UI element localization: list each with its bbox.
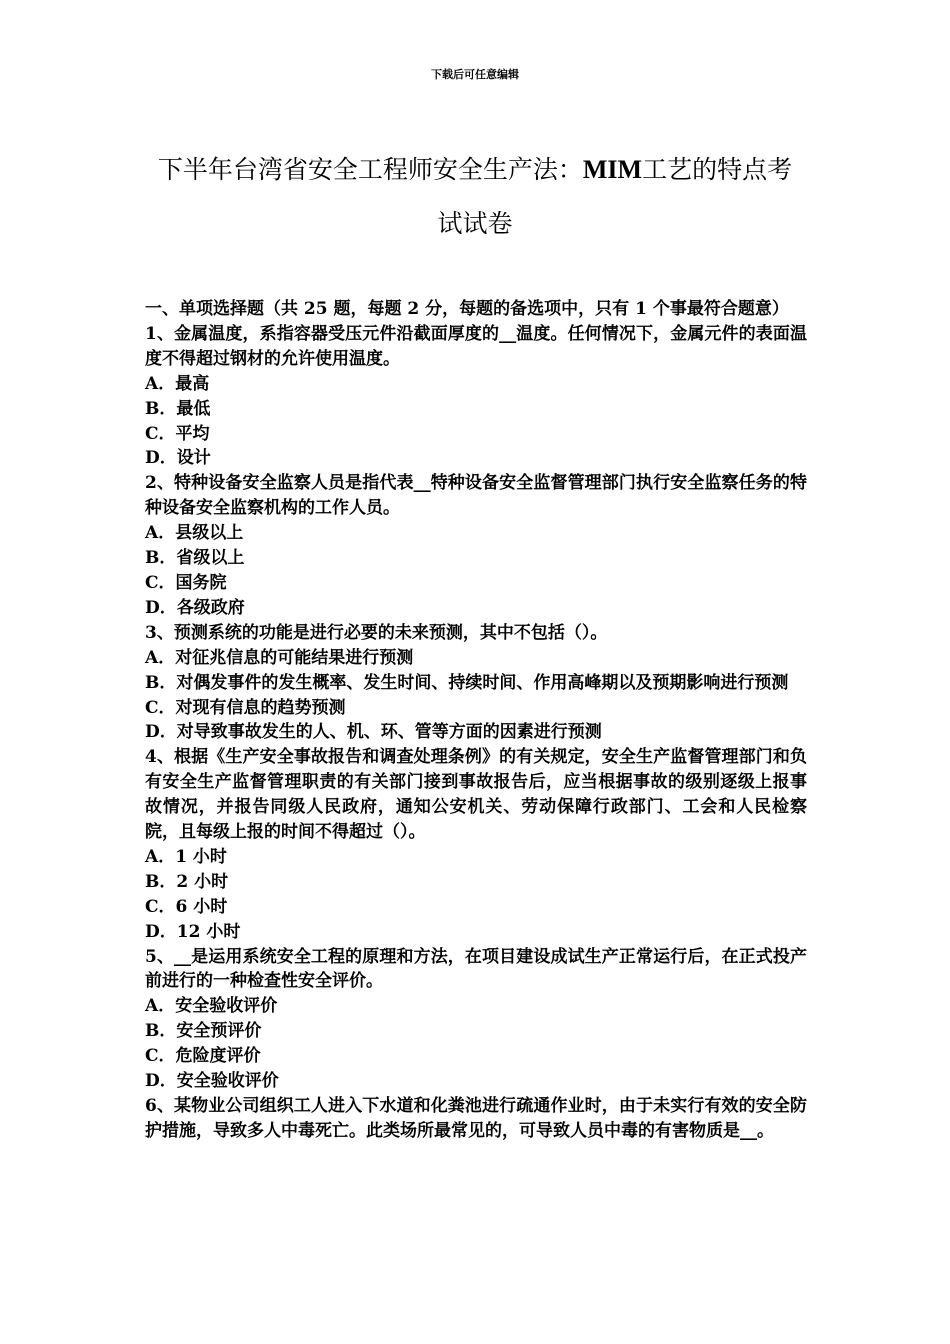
answer-option: A．最高: [145, 373, 210, 394]
answer-option: B．2 小时: [145, 871, 229, 892]
answer-option: C．对现有信息的趋势预测: [145, 697, 346, 718]
header-note: 下载后可任意编辑: [431, 68, 519, 81]
section-heading: 一、单项选择题（共 25 题，每题 2 分，每题的备选项中，只有 1 个事最符合题意）: [145, 299, 789, 319]
answer-option: C．危险度评价: [145, 1046, 261, 1067]
title-latin: MIM: [582, 155, 643, 184]
question-stem: 4、根据《生产安全事故报告和调查处理条例》的有关规定，安全生产监督管理部门和负有安全生产监督管理职责的有关部门接到事故报告后，应当根据事故的级别逐级上报事故情况，并报告同级人民政府，通知公安机关、劳动保障行政部门、工会和人民检察院，且每级上报的时间不得超过（）。: [145, 747, 807, 843]
answer-option: D．对导致事故发生的人、机、环、管等方面的因素进行预测: [145, 722, 602, 743]
answer-option: B．省级以上: [145, 548, 245, 569]
answer-option: C．6 小时: [145, 896, 228, 917]
answer-option: C．平均: [145, 423, 210, 444]
answer-option: A．对征兆信息的可能结果进行预测: [145, 647, 414, 668]
document-body: [145, 297, 807, 1144]
title-part-2: 工艺的特点考试试卷: [437, 155, 793, 238]
question-stem: 5、__是运用系统安全工程的原理和方法，在项目建设成试生产正常运行后，在正式投产前进行的一种检查性安全评价。: [145, 946, 807, 992]
answer-option: A．县级以上: [145, 523, 244, 544]
answer-option: A．安全验收评价: [145, 996, 278, 1017]
answer-option: B．对偶发事件的发生概率、发生时间、持续时间、作用高峰期以及预期影响进行预测: [145, 672, 789, 693]
answer-option: C．国务院: [145, 572, 227, 593]
title-part-1: 下半年台湾省安全工程师安全生产法：: [157, 155, 583, 184]
answer-option: B．安全预评价: [145, 1021, 262, 1042]
question-stem: 2、特种设备安全监察人员是指代表__特种设备安全监督管理部门执行安全监察任务的特种设备安全监察机构的工作人员。: [145, 473, 807, 519]
question-stem: 1、金属温度，系指容器受压元件沿截面厚度的__温度。任何情况下，金属元件的表面温度不得超过钢材的允许使用温度。: [145, 323, 807, 369]
answer-option: D．安全验收评价: [145, 1071, 279, 1092]
answer-option: D．设计: [145, 448, 211, 469]
answer-option: A．1 小时: [145, 846, 227, 867]
question-stem: 3、预测系统的功能是进行必要的未来预测，其中不包括（）。: [145, 622, 608, 643]
document-title: [150, 143, 800, 251]
answer-option: B．最低: [145, 398, 211, 419]
answer-option: D．12 小时: [145, 921, 241, 942]
answer-option: D．各级政府: [145, 597, 245, 618]
question-stem: 6、某物业公司组织工人进入下水道和化粪池进行疏通作业时，由于未实行有效的安全防护措施，导致多人中毒死亡。此类场所最常见的，可导致人员中毒的有害物质是__。: [145, 1096, 807, 1141]
